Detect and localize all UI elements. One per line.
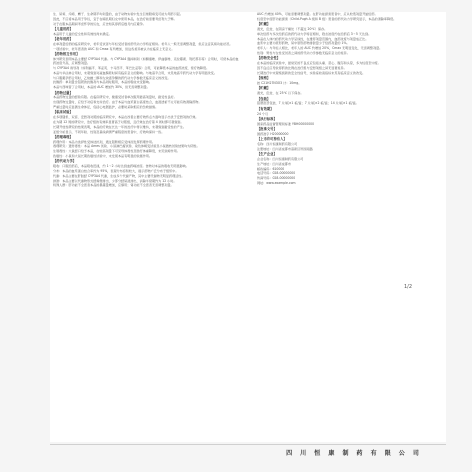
paragraph: 一项试验中，老年患者的 AUC 和 Cmax 有所增加，但这些差异被认为在临床上无意义。 xyxy=(53,46,175,51)
section-heading: 【包装】 xyxy=(257,96,271,101)
paragraph: 代谢：本品主要在肝脏经 CYP3A4 代谢，生成多个代谢产物，其中主要代谢物无明显药理活性。 xyxy=(53,173,185,178)
paragraph: 按 C21H27N3O3 计：10mg。 xyxy=(257,80,302,85)
section-heading: 【有效期】 xyxy=(257,106,274,111)
paragraph: 严重过量时应监测生命体征，包括心电图监护，必要时采取相应的急救措施。 xyxy=(53,104,159,109)
section-heading: 【药代动力学】 xyxy=(53,159,77,164)
paragraph: 邮政编码：610000 xyxy=(257,166,285,171)
paragraph: 企业名称：四川恒康制药有限公司 xyxy=(257,157,304,162)
paragraph: 分布：本品的血浆蛋白结合率约为 95%，表观分布容积较大，提示药物广泛分布于组织中。 xyxy=(53,169,179,174)
section-heading: 【药物相互作用】 xyxy=(53,52,80,57)
section-heading: 【上市许可持有人】 xyxy=(257,137,287,142)
paragraph: 在本品的临床试验中，最常见的不良反应包括头痛、恶心、腹泻和头晕，多为轻度至中度。 xyxy=(257,61,381,66)
paragraph: 血浆中主要为原形药物，尿中原形药物排泄量少于给药剂量的 1%。 xyxy=(257,41,350,46)
paragraph: 特殊人群：肝功能不全患者本品的暴露量增加，应慎用；肾功能不全患者无需调整剂量。 xyxy=(53,183,174,188)
section-heading: 【执行标准】 xyxy=(257,116,277,121)
page-number: 1/2 xyxy=(404,284,413,290)
paragraph: 与口服避孕药合用时，乙炔雌二醇和左炔诺孕酮的药代动力学参数无临床意义的改变。 xyxy=(53,75,171,80)
paragraph: 本品在人体内的药代动力学呈线性，在推荐剂量范围内，血药浓度与剂量成正比。 xyxy=(257,36,369,41)
paragraph: AUC 约增加 40%，可能需要调整剂量。在肝功能损害患者中，应从较低剂量开始给药。 xyxy=(257,12,378,16)
paragraph: 本品药物过量的经验有限。在临床研究中，健康受试者单次服用最高剂量时，耐受性良好。 xyxy=(53,95,177,100)
paragraph: 在多项随机、双盲、安慰剂对照的临床研究中，本品在改善主要疗效终点方面均显示出优于安慰剂的疗效。 xyxy=(53,115,199,120)
paragraph: 致癌性：小鼠和大鼠长期致癌性试验中，未发现本品有明显的致癌作用。 xyxy=(53,154,152,159)
paragraph: 因不良反应导致停药的比例在治疗组与安慰剂组之间无显著差异。 xyxy=(257,65,347,70)
paragraph: 本品与西咪替丁合用时，本品的 AUC 增加约 30%，但无需调整剂量。 xyxy=(53,85,150,90)
paragraph: 传真号码：028-00000000 xyxy=(257,176,296,181)
paragraph: 生殖毒性：大鼠经口给予本品，在较高剂量下可见母体毒性及胎仔体重降低，未见致畸作用。 xyxy=(53,149,180,154)
paragraph: 因此，不应将本品用于孕妇，宜于在哺乳期妇女中使用本品，在治疗前需要考虑利大于弊。 xyxy=(53,16,177,21)
section-heading: 【临床试验】 xyxy=(53,110,73,115)
paragraph: 出现药物过量时，应给予对症和支持治疗。由于本品与血浆蛋白高度结合，血液透析不太可能有效清除药物。 xyxy=(53,100,202,105)
section-heading: 【批准文号】 xyxy=(257,127,277,132)
paragraph: 本品与华法林合用时，未观察到对凝血酶原时间有临床意义的影响。与地高辛合用，未见地高辛药代动力学有明显改变。 xyxy=(53,70,217,75)
paragraph: 国药准字 H20000000 xyxy=(257,131,289,136)
section-heading: 【规格】 xyxy=(257,76,271,81)
paragraph: 生产地址：四川省成都市 xyxy=(257,161,292,166)
footer-divider xyxy=(50,444,446,445)
paragraph: 毒理研究：遗传毒性：本品 Ames 试验、小鼠淋巴瘤试验、染色体畸变试验及小鼠微核试验结果均为阴性。 xyxy=(53,144,200,149)
paragraph: 本品用于儿童的安全性和有效性尚未确定。 xyxy=(53,31,112,36)
paragraph: 对于在服本品期间考虑怀孕的妇女，应告知其停药后数月内应避孕。 xyxy=(53,21,146,26)
paragraph: 吸收：口服给药后，本品吸收迅速，约 1～2 小时达到血药峰浓度。食物对本品的吸收无明显影响。 xyxy=(53,164,189,169)
left-text-column xyxy=(53,12,239,442)
paragraph: 国家药品监督管理局标准 YBH00000000 xyxy=(257,121,315,126)
paragraph: 长期开放性研究的结果表明，本品的疗效在长达一年的治疗中得以维持，未观察到耐受性的产生。 xyxy=(53,124,187,129)
section-heading: 【药物安全性】 xyxy=(257,56,281,61)
paragraph: 轻度至中度肝功能损害（Child-Pugh A 级和 B 级）患者的药代动力学研究显示，本品的清除率降低。 xyxy=(257,16,397,21)
section-heading: 【药理毒理】 xyxy=(53,134,73,139)
paragraph: 性别：男性与女性受试者之间的药代动力学参数无临床意义的差异。 xyxy=(257,50,350,55)
paragraph: 生、尿频、疖痈、精子、生命期平均剂量的，由于动物实验中发生巨细胞病变可能为用药引起。 xyxy=(53,12,183,16)
right-text-column xyxy=(257,12,443,442)
leaflet-paper xyxy=(50,12,446,442)
paragraph: 药理作用：本品为选择性受体拮抗剂，通过阻断相应受体而发挥药理作用。 xyxy=(53,139,156,144)
paragraph: 在单剂量给药的临床研究中，老年受试者与年轻受试者的药代动力学特征相似。老年人一般无需调整剂量，但应注意其肾功能状况。 xyxy=(53,41,233,46)
company-name: 四 川 恒 康 制 药 有 限 公 司 xyxy=(286,450,422,457)
section-heading: 【生产企业】 xyxy=(257,152,277,157)
section-heading: 【儿童用药】 xyxy=(53,26,73,31)
paragraph: 电话号码：028-00000000 xyxy=(257,171,296,176)
paragraph: 抗酸药：单剂量含铝镁的抗酸剂与本品同时服用，本品的吸收未受影响。 xyxy=(53,80,152,85)
paragraph: 与 CYP3A4 诱导剂（如利福平、苯妥英、卡马西平、苯巴比妥等）合用，可能降低本品的血药浓度，使疗效降低。 xyxy=(53,65,210,70)
paragraph: 注册地址：四川省成都市高新区科园南路 xyxy=(257,146,313,151)
paragraph: 单次给药与多次给药后的药代动力学特征相似，稳态浓度约在给药后 3～5 天达到。 xyxy=(257,31,372,36)
paragraph: 体外研究表明本品主要经 CYP3A4 代谢。与 CYP3A4 强抑制剂（如酮康唑、伊曲康唑、克拉霉素、利托那韦等）合用时，可使本品的血药浓度升高，应调整剂量。 xyxy=(53,56,239,66)
paragraph: 长期治疗中未观察到新的安全性信号，实验室检查指标未见有临床意义的改变。 xyxy=(257,70,366,75)
paragraph: 遮光，密封，在 25℃ 以下保存。 xyxy=(257,91,304,96)
paragraph: 24 个月 xyxy=(257,111,269,116)
paragraph: 老年人：与年轻人相比，老年人的 AUC 约增加 20%，Cmax 无明显变化，无需调整剂量。 xyxy=(257,46,383,51)
paragraph: 在为期 12 周的研究中，治疗组的有效率显著高于对照组，且疗效在治疗第 4 周时即可观察到。 xyxy=(53,119,184,124)
paragraph: 亚组分析显示，不同年龄、性别及基线病情严重程度的患者中，疗效均保持一致。 xyxy=(53,129,165,134)
section-heading: 【药物过量】 xyxy=(53,90,73,95)
section-heading: 【贮藏】 xyxy=(257,22,271,27)
section-heading: 【贮藏】 xyxy=(257,86,271,91)
paragraph: 遮光，密封，在阴凉干燥处（不超过 20℃）保存。 xyxy=(257,26,328,31)
paragraph: 网址：www.example.com xyxy=(257,181,296,186)
paragraph: 铝塑泡罩包装，7 片/板×1 板/盒；7 片/板×2 板/盒；14 片/板×1 板/盒。 xyxy=(257,101,359,106)
section-heading: 【老年用药】 xyxy=(53,37,73,42)
paragraph: 排泄：本品主要以代谢物形式经粪便排出，少部分经尿液排出，消除半衰期约为 12 小时。 xyxy=(53,178,177,183)
paragraph: 名称：四川恒康制药有限公司 xyxy=(257,142,298,147)
